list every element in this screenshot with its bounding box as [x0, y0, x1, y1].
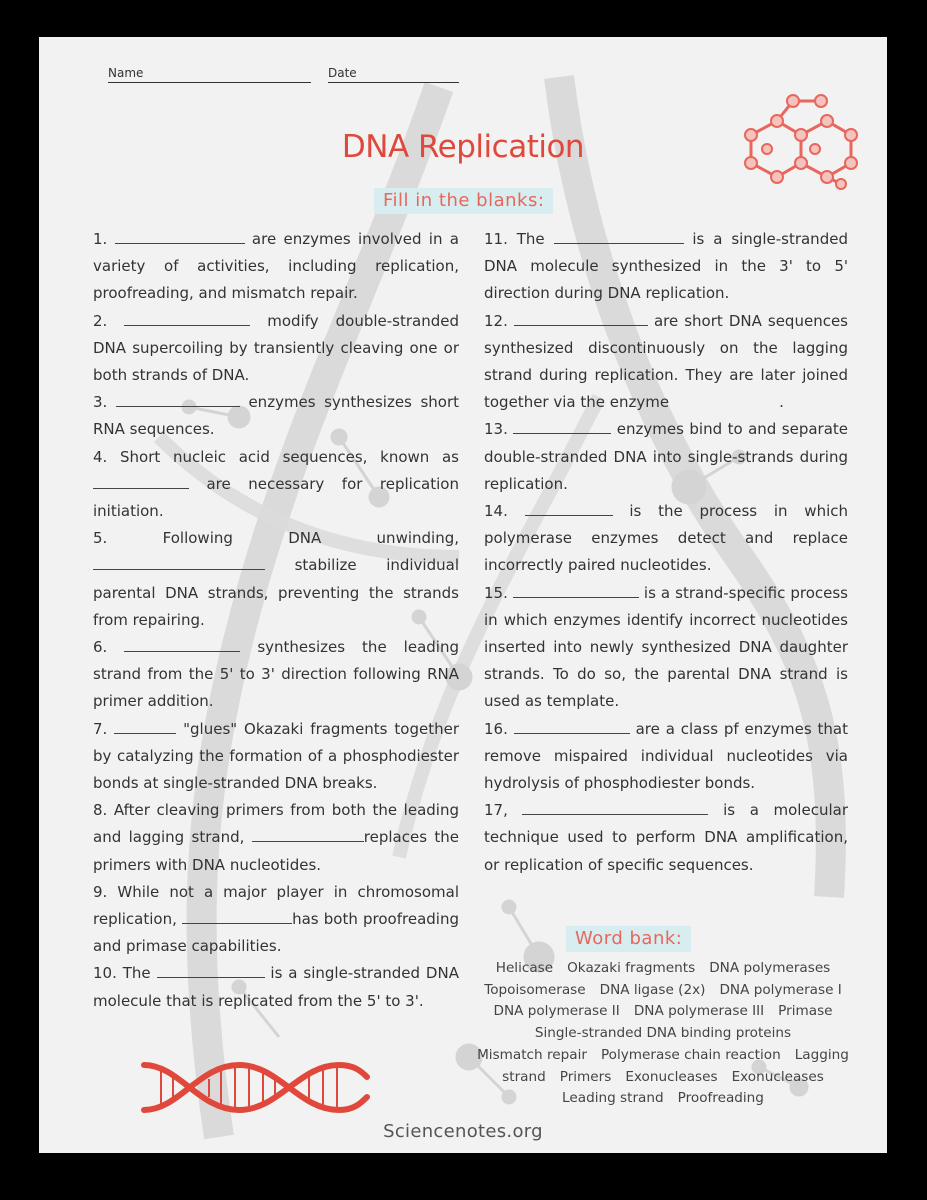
word-bank-line	[464, 1045, 862, 1067]
question-text-after: stabilize individual parental DNA strands, preventing the strands from repairing.	[93, 556, 459, 629]
word-bank-line	[464, 1023, 862, 1045]
answer-blank[interactable]	[514, 719, 630, 734]
word-bank-term: DNA polymerase II	[493, 1003, 620, 1020]
answer-blank[interactable]	[124, 311, 250, 326]
question-number: 2.	[93, 311, 108, 330]
question-text-tail: .	[779, 393, 784, 412]
site-footer: Sciencenotes.org	[383, 1121, 543, 1142]
question-text-before: After cleaving primers from both the leading and lagging strand,	[93, 801, 459, 847]
word-bank-term: Helicase	[495, 960, 554, 976]
word-bank-term: Exonucleases	[731, 1068, 824, 1085]
answer-blank[interactable]	[252, 827, 364, 842]
word-bank-heading: Word bank:	[566, 926, 691, 952]
question-number: 13.	[484, 420, 508, 439]
question-number: 6.	[93, 638, 108, 657]
word-bank-term: Mismatch repair	[477, 1046, 587, 1063]
question-text-after: is a strand-specific process in which enzymes identify incorrect nucleotides inserted into newly synthesized DNA daughter strands. To do so, the parental DNA strand is used as template.	[484, 583, 848, 711]
question-number: 14.	[484, 502, 508, 521]
name-field[interactable]	[108, 66, 311, 83]
answer-blank[interactable]	[115, 229, 245, 244]
question-number: 16.	[484, 719, 508, 738]
questions-right-column	[484, 226, 848, 879]
question-text-after: is a single-stranded DNA molecule synthesized in the 3' to 5' direction during DNA replication.	[484, 230, 848, 303]
question-text-after: synthesizes the leading strand from the 5' to 3' direction following RNA primer addition.	[93, 638, 459, 711]
word-bank-term: Lagging	[794, 1046, 849, 1063]
question-text-before: Short nucleic acid sequences, known as	[120, 447, 459, 466]
question-item	[484, 226, 848, 308]
question-item	[484, 308, 848, 417]
question-text-after: is the process in which polymerase enzymes detect and replace incorrectly paired nucleotides.	[484, 502, 848, 575]
question-item	[93, 716, 459, 798]
word-bank-term: Okazaki fragments	[567, 960, 696, 976]
answer-blank[interactable]	[157, 963, 265, 978]
word-bank-term: Proofreading	[677, 1090, 764, 1107]
question-item	[93, 960, 459, 1014]
question-number: 7.	[93, 719, 108, 738]
question-text-before: While not a major player in chromosomal replication,	[93, 882, 459, 929]
question-number: 4.	[93, 447, 108, 466]
date-field[interactable]	[328, 66, 459, 83]
question-text-before: The	[516, 230, 545, 248]
question-number: 10.	[93, 964, 117, 983]
question-number: 15.	[484, 583, 508, 602]
answer-blank[interactable]	[182, 909, 292, 924]
word-bank-term: DNA polymerases	[709, 960, 831, 976]
question-text-after: are enzymes involved in a variety of activities, including replication, proofreading, and mismatch repair.	[93, 230, 459, 303]
question-text-before: Following DNA unwinding,	[162, 529, 459, 548]
word-bank-term: DNA ligase (2x)	[599, 981, 706, 998]
answer-blank[interactable]	[114, 719, 176, 734]
question-item	[93, 634, 459, 716]
question-text-after: is a molecular technique used to perform DNA amplification, or replication of specific sequences.	[484, 801, 848, 874]
answer-blank[interactable]	[554, 229, 684, 244]
question-text-after: enzymes synthesizes short RNA sequences.	[93, 393, 459, 439]
question-item	[93, 525, 459, 634]
question-text-after: are short DNA sequences synthesized discontinuously on the lagging strand during replication. They are later joined together via the enzyme	[484, 311, 848, 412]
word-bank-term: Primase	[778, 1003, 833, 1020]
question-item	[484, 797, 848, 879]
answer-blank[interactable]	[93, 474, 189, 489]
question-item	[93, 879, 459, 961]
question-text-after: are necessary for replication initiation.	[93, 474, 459, 521]
question-item	[93, 444, 459, 526]
word-bank-term: DNA polymerase I	[719, 981, 842, 998]
question-item	[93, 308, 459, 390]
question-item	[93, 797, 459, 879]
answer-blank[interactable]	[513, 419, 611, 434]
question-number: 3.	[93, 393, 108, 412]
word-bank-term: DNA polymerase III	[633, 1003, 765, 1020]
answer-blank[interactable]	[522, 800, 708, 815]
name-label: Name	[108, 66, 144, 80]
question-text-after: enzymes bind to and separate double-stranded DNA into single-strands during replication.	[484, 420, 848, 493]
word-bank-line	[464, 958, 862, 980]
question-number: 8.	[93, 801, 108, 820]
answer-blank[interactable]	[93, 555, 265, 570]
word-bank	[464, 958, 862, 1110]
word-bank-term: Topoisomerase	[484, 981, 586, 998]
word-bank-term: strand	[502, 1068, 546, 1085]
question-item	[484, 416, 848, 498]
word-bank-line	[464, 1088, 862, 1110]
question-text-after: "glues" Okazaki fragments together by catalyzing the formation of a phosphodiester bonds at single-stranded DNA breaks.	[93, 719, 459, 793]
page-title: DNA Replication	[341, 129, 585, 165]
word-bank-term: Exonucleases	[625, 1068, 718, 1085]
question-number: 17,	[484, 801, 508, 820]
word-bank-line	[464, 1001, 862, 1023]
answer-blank[interactable]	[513, 583, 639, 598]
question-number: 1.	[93, 230, 108, 248]
fill-in-blanks-heading: Fill in the blanks:	[374, 188, 553, 214]
question-number: 12.	[484, 311, 508, 330]
word-bank-line	[464, 980, 862, 1002]
answer-blank[interactable]	[514, 311, 648, 326]
date-label: Date	[328, 66, 357, 80]
dna-helix-icon	[139, 1045, 371, 1125]
word-bank-term: Leading strand	[562, 1090, 664, 1107]
question-item	[93, 226, 459, 308]
word-bank-line	[464, 1067, 862, 1089]
question-number: 5.	[93, 529, 108, 548]
question-text-after: modify double-stranded DNA supercoiling by transiently cleaving one or both strands of DNA.	[93, 311, 459, 385]
answer-blank[interactable]	[525, 501, 613, 516]
question-item	[484, 580, 848, 716]
questions-left-column	[93, 226, 459, 1015]
word-bank-term: Single-stranded DNA binding proteins	[534, 1025, 792, 1042]
question-text-after: is a single-stranded DNA molecule that is replicated from the 5' to 3'.	[93, 964, 459, 1010]
word-bank-term: Primers	[559, 1068, 612, 1085]
question-number: 9.	[93, 882, 108, 901]
question-text-before: The	[122, 964, 151, 983]
question-item	[93, 389, 459, 443]
question-item	[484, 498, 848, 580]
worksheet-page	[39, 37, 887, 1153]
word-bank-term: Polymerase chain reaction	[600, 1046, 781, 1063]
question-item	[484, 716, 848, 798]
question-number: 11.	[484, 230, 508, 248]
question-text-after: are a class pf enzymes that remove mispaired individual nucleotides via hydrolysis of phosphodiester bonds.	[484, 719, 848, 793]
question-text-after: has both proofreading and primase capabilities.	[93, 910, 459, 956]
answer-blank[interactable]	[124, 637, 240, 652]
question-text-after: replaces the primers with DNA nucleotides.	[93, 828, 459, 874]
answer-blank[interactable]	[116, 392, 240, 407]
